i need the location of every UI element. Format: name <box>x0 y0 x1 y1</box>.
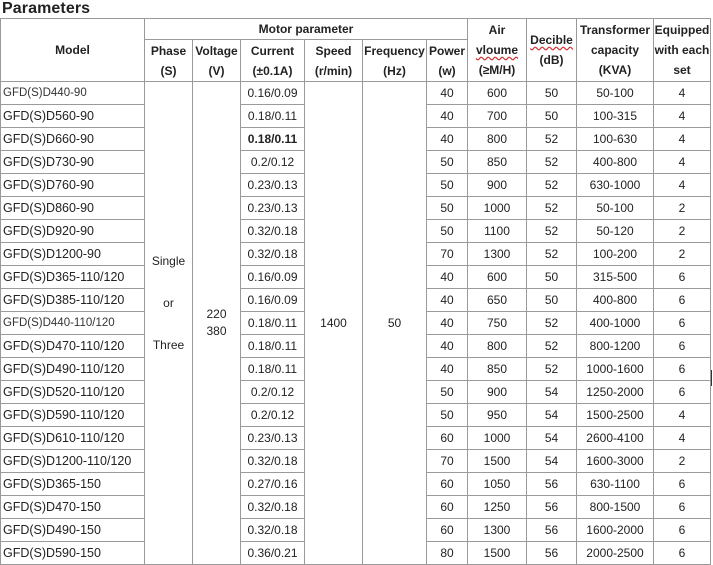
cell-air-volume: 1100 <box>468 220 527 243</box>
cell-transformer: 2600-4100 <box>577 427 654 450</box>
cell-model: GFD(S)D470-150 <box>1 496 145 519</box>
cell-speed-merged: 1400 <box>305 82 363 565</box>
cell-power: 50 <box>427 197 468 220</box>
cell-current: 0.32/0.18 <box>241 220 305 243</box>
header-transformer: Transformer capacity (KVA) <box>577 19 654 82</box>
cell-current: 0.27/0.16 <box>241 473 305 496</box>
cell-decible: 52 <box>527 358 577 381</box>
cell-equipped: 4 <box>654 404 711 427</box>
cell-current: 0.23/0.13 <box>241 174 305 197</box>
cell-phase-merged: Single or Three <box>145 82 193 565</box>
cell-model: GFD(S)D730-90 <box>1 151 145 174</box>
cell-transformer: 50-100 <box>577 197 654 220</box>
cell-decible: 54 <box>527 404 577 427</box>
header-speed: Speed (r/min) <box>305 40 363 82</box>
cell-equipped: 6 <box>654 381 711 404</box>
cell-model: GFD(S)D590-150 <box>1 542 145 565</box>
cell-equipped: 6 <box>654 519 711 542</box>
cell-decible: 52 <box>527 243 577 266</box>
cell-equipped: 6 <box>654 335 711 358</box>
cell-equipped: 2 <box>654 450 711 473</box>
cell-decible: 52 <box>527 312 577 335</box>
cell-equipped: 4 <box>654 151 711 174</box>
cell-decible: 50 <box>527 105 577 128</box>
cell-equipped: 6 <box>654 473 711 496</box>
cell-equipped: 2 <box>654 197 711 220</box>
cell-transformer: 100-315 <box>577 105 654 128</box>
cell-model: GFD(S)D440-90 <box>1 82 145 105</box>
cell-power: 50 <box>427 220 468 243</box>
header-frequency: Frequency (Hz) <box>363 40 427 82</box>
cell-transformer: 630-1100 <box>577 473 654 496</box>
cell-current: 0.16/0.09 <box>241 266 305 289</box>
cell-power: 40 <box>427 82 468 105</box>
cell-decible: 52 <box>527 151 577 174</box>
cell-air-volume: 850 <box>468 358 527 381</box>
cell-transformer: 100-630 <box>577 128 654 151</box>
cell-equipped: 4 <box>654 128 711 151</box>
cell-equipped: 6 <box>654 266 711 289</box>
header-current: Current (±0.1A) <box>241 40 305 82</box>
cell-current: 0.23/0.13 <box>241 197 305 220</box>
header-phase: Phase (S) <box>145 40 193 82</box>
header-air-volume: Air vloume (≥M/H) <box>468 19 527 82</box>
cell-transformer: 2000-2500 <box>577 542 654 565</box>
cell-decible: 56 <box>527 496 577 519</box>
cell-power: 70 <box>427 450 468 473</box>
header-decible: Decible (dB) <box>527 19 577 82</box>
cell-model: GFD(S)D590-110/120 <box>1 404 145 427</box>
cell-transformer: 1600-3000 <box>577 450 654 473</box>
cell-air-volume: 600 <box>468 266 527 289</box>
header-equipped: Equipped with each set <box>654 19 711 82</box>
cell-air-volume: 1000 <box>468 427 527 450</box>
cell-power: 40 <box>427 105 468 128</box>
cell-current: 0.18/0.11 <box>241 105 305 128</box>
cell-transformer: 1500-2500 <box>577 404 654 427</box>
cell-current: 0.16/0.09 <box>241 289 305 312</box>
table-row <box>1 82 711 105</box>
cell-power: 60 <box>427 427 468 450</box>
cell-air-volume: 1300 <box>468 519 527 542</box>
cell-power: 40 <box>427 358 468 381</box>
cell-air-volume: 900 <box>468 381 527 404</box>
cell-air-volume: 1500 <box>468 542 527 565</box>
page-title: Parameters <box>2 0 91 17</box>
cell-equipped: 2 <box>654 220 711 243</box>
cell-current: 0.16/0.09 <box>241 82 305 105</box>
cell-model: GFD(S)D365-150 <box>1 473 145 496</box>
cell-current: 0.32/0.18 <box>241 519 305 542</box>
cell-transformer: 800-1500 <box>577 496 654 519</box>
cell-model: GFD(S)D760-90 <box>1 174 145 197</box>
cell-transformer: 1250-2000 <box>577 381 654 404</box>
cell-transformer: 50-120 <box>577 220 654 243</box>
cell-decible: 52 <box>527 220 577 243</box>
cell-decible: 52 <box>527 128 577 151</box>
cell-equipped: 6 <box>654 496 711 519</box>
cell-equipped: 4 <box>654 82 711 105</box>
cell-model: GFD(S)D920-90 <box>1 220 145 243</box>
cell-model: GFD(S)D520-110/120 <box>1 381 145 404</box>
cell-power: 40 <box>427 289 468 312</box>
cell-model: GFD(S)D610-110/120 <box>1 427 145 450</box>
cell-decible: 50 <box>527 289 577 312</box>
cell-equipped: 6 <box>654 312 711 335</box>
cell-transformer: 630-1000 <box>577 174 654 197</box>
cell-equipped: 6 <box>654 358 711 381</box>
cell-current: 0.2/0.12 <box>241 381 305 404</box>
cell-air-volume: 1000 <box>468 197 527 220</box>
cell-air-volume: 850 <box>468 151 527 174</box>
cell-power: 60 <box>427 519 468 542</box>
cell-equipped: 2 <box>654 243 711 266</box>
cell-decible: 52 <box>527 335 577 358</box>
cell-current: 0.2/0.12 <box>241 151 305 174</box>
cell-air-volume: 1250 <box>468 496 527 519</box>
cell-decible: 50 <box>527 266 577 289</box>
cell-power: 40 <box>427 312 468 335</box>
cell-transformer: 315-500 <box>577 266 654 289</box>
cell-current: 0.18/0.11 <box>241 335 305 358</box>
cell-power: 50 <box>427 151 468 174</box>
cell-air-volume: 1300 <box>468 243 527 266</box>
cell-equipped: 4 <box>654 105 711 128</box>
parameters-table <box>0 18 711 565</box>
cell-transformer: 100-200 <box>577 243 654 266</box>
table-body <box>1 82 711 565</box>
cell-air-volume: 900 <box>468 174 527 197</box>
cell-equipped: 4 <box>654 427 711 450</box>
cell-air-volume: 800 <box>468 128 527 151</box>
cell-power: 40 <box>427 266 468 289</box>
cell-decible: 56 <box>527 473 577 496</box>
cell-transformer: 400-800 <box>577 151 654 174</box>
cell-decible: 54 <box>527 381 577 404</box>
cell-decible: 56 <box>527 519 577 542</box>
cell-decible: 56 <box>527 542 577 565</box>
cell-air-volume: 800 <box>468 335 527 358</box>
text-cursor <box>711 370 712 386</box>
cell-current: 0.18/0.11 <box>241 358 305 381</box>
cell-air-volume: 700 <box>468 105 527 128</box>
cell-transformer: 400-1000 <box>577 312 654 335</box>
cell-transformer: 50-100 <box>577 82 654 105</box>
cell-decible: 52 <box>527 174 577 197</box>
cell-power: 60 <box>427 473 468 496</box>
cell-model: GFD(S)D490-150 <box>1 519 145 542</box>
cell-power: 80 <box>427 542 468 565</box>
cell-model: GFD(S)D365-110/120 <box>1 266 145 289</box>
cell-decible: 50 <box>527 82 577 105</box>
cell-current: 0.2/0.12 <box>241 404 305 427</box>
cell-transformer: 400-800 <box>577 289 654 312</box>
cell-model: GFD(S)D560-90 <box>1 105 145 128</box>
cell-equipped: 6 <box>654 289 711 312</box>
header-voltage: Voltage (V) <box>193 40 241 82</box>
cell-power: 40 <box>427 128 468 151</box>
cell-air-volume: 650 <box>468 289 527 312</box>
cell-power: 50 <box>427 404 468 427</box>
cell-transformer: 1000-1600 <box>577 358 654 381</box>
cell-model: GFD(S)D1200-90 <box>1 243 145 266</box>
cell-decible: 54 <box>527 427 577 450</box>
cell-model: GFD(S)D385-110/120 <box>1 289 145 312</box>
cell-model: GFD(S)D470-110/120 <box>1 335 145 358</box>
cell-model: GFD(S)D1200-110/120 <box>1 450 145 473</box>
cell-transformer: 1600-2000 <box>577 519 654 542</box>
cell-frequency-merged: 50 <box>363 82 427 565</box>
cell-power: 50 <box>427 174 468 197</box>
cell-current: 0.18/0.11 <box>241 312 305 335</box>
cell-current: 0.32/0.18 <box>241 450 305 473</box>
cell-air-volume: 1050 <box>468 473 527 496</box>
cell-decible: 54 <box>527 450 577 473</box>
cell-current: 0.32/0.18 <box>241 243 305 266</box>
cell-model: GFD(S)D490-110/120 <box>1 358 145 381</box>
cell-air-volume: 750 <box>468 312 527 335</box>
cell-power: 40 <box>427 335 468 358</box>
cell-model: GFD(S)D860-90 <box>1 197 145 220</box>
cell-current: 0.36/0.21 <box>241 542 305 565</box>
cell-decible: 52 <box>527 197 577 220</box>
cell-model: GFD(S)D440-110/120 <box>1 312 145 335</box>
cell-transformer: 800-1200 <box>577 335 654 358</box>
cell-current: 0.32/0.18 <box>241 496 305 519</box>
cell-power: 50 <box>427 381 468 404</box>
cell-current: 0.18/0.11 <box>241 128 305 151</box>
cell-air-volume: 600 <box>468 82 527 105</box>
cell-current: 0.23/0.13 <box>241 427 305 450</box>
header-model: Model <box>1 19 145 82</box>
header-motor-parameter: Motor parameter <box>145 19 468 40</box>
cell-model: GFD(S)D660-90 <box>1 128 145 151</box>
header-power: Power (w) <box>427 40 468 82</box>
cell-power: 70 <box>427 243 468 266</box>
cell-air-volume: 1500 <box>468 450 527 473</box>
cell-equipped: 4 <box>654 174 711 197</box>
cell-air-volume: 950 <box>468 404 527 427</box>
cell-equipped: 6 <box>654 542 711 565</box>
cell-voltage-merged: 220 380 <box>193 82 241 565</box>
cell-power: 60 <box>427 496 468 519</box>
